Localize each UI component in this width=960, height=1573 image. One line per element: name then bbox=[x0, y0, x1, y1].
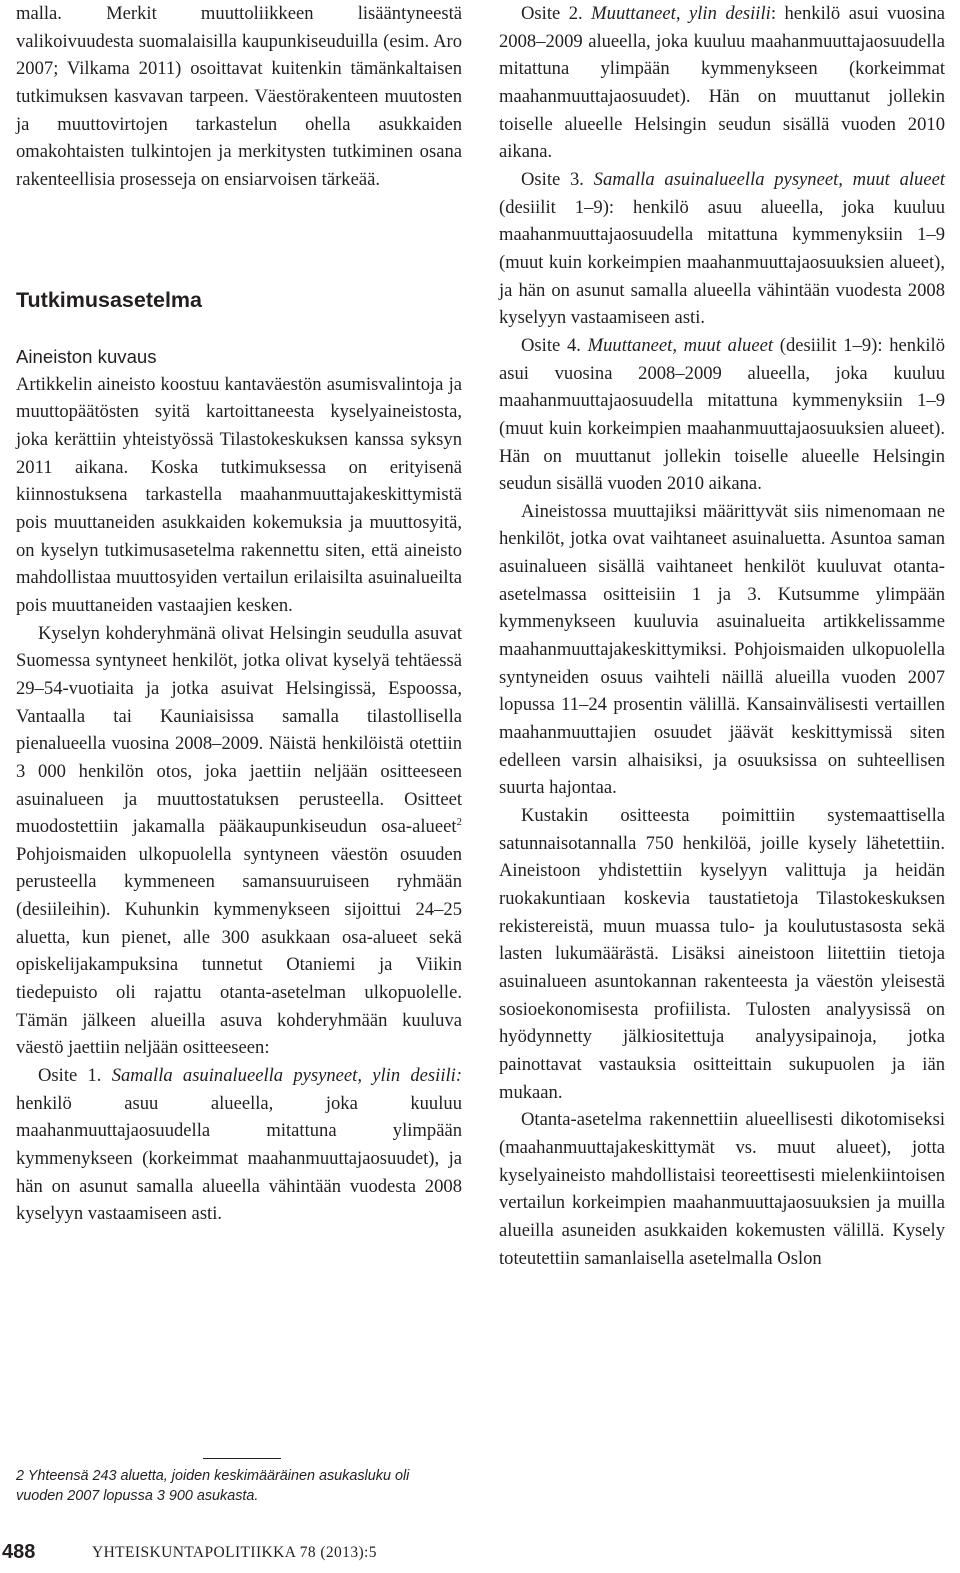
stratum-2-title: Muuttaneet, ylin desiili bbox=[591, 3, 771, 24]
paragraph-target-group bbox=[16, 620, 462, 1063]
stratum-2 bbox=[499, 0, 945, 166]
footnote-divider bbox=[203, 1458, 281, 1459]
stratum-2-label: Osite 2. bbox=[521, 3, 583, 24]
stratum-1-text: henkilö asuu alueella, joka kuuluu maahanmuuttajaosuudella mitattuna ylimpään kymmenykseen (korkeimmat maahanmuuttajaosuudet), ja hän on asunut samalla alueella vähintään vuodesta 2008 kyselyyn vastaamiseen asti. bbox=[16, 1092, 462, 1225]
footnote-reference: 2 bbox=[456, 816, 462, 829]
paragraph-design: Otanta-asetelma rakennettiin alueellisesti dikotomiseksi (maahanmuuttajakeskittymät vs. muut alueet), jotta kyselyaineisto mahdollistaisi teoreettisesti mielenkiintoisen vertailun korkeimpien maahanmuuttajaosuuksien ja muilla alueilla asuneiden asukkaiden kokemusten välillä. Kysely toteutettiin samanlaisella asetelmalla Oslon bbox=[499, 1109, 945, 1269]
stratum-4-title: Muuttaneet, muut alueet bbox=[587, 334, 774, 356]
stratum-3-title: Samalla asuinalueella pysyneet, muut alueet bbox=[593, 168, 945, 190]
paragraph-data-description: Artikkelin aineisto koostuu kantaväestön asumisvalintoja ja muuttopäätösten syitä kartoittaneesta kyselyaineistosta, joka kerättiin yhteistyössä Tilastokeskuksen kanssa syksyn 2011 aikana. Koska tutkimuksessa on erityisenä kiinnostuksena tarkastella maahanmuuttajakeskittymistä pois muuttaneiden asukkaiden kokemuksia ja muuttosyitä, on kyselyn tutkimusasetelma rakennettu siten, että aineisto mahdollistaa muuttosyiden vertailun erilaisilta asuinalueilta pois muuttaneiden vastaajien kesken. bbox=[16, 373, 462, 616]
footnote: 2 Yhteensä 243 aluetta, joiden keskimääräinen asukasluku oli vuoden 2007 lopussa 3 900 asukasta. bbox=[16, 1468, 410, 1504]
stratum-1-label: Osite 1. bbox=[38, 1065, 102, 1087]
intro-paragraph: malla. Merkit muuttoliikkeen lisääntyneestä valikoivuudesta suomalaisilla kaupunkiseuduilla (esim. Aro 2007; Vilkama 2011) osoittavat kuitenkin tämänkaltaisen tutkimuksen kasvavan tarpeen. Väestörakenteen muutosten ja muuttovirtojen tarkastelun ohella asukkaiden omakohtaisten tulkintojen ja merkitysten tutkiminen osana rakenteellisia prosesseja on ensiarvoisen tärkeää. bbox=[16, 3, 462, 190]
stratum-3-label: Osite 3. bbox=[521, 168, 584, 190]
left-column bbox=[16, 0, 462, 194]
left-column-body bbox=[16, 343, 462, 1228]
page-number: 488 bbox=[2, 1541, 36, 1563]
paragraph-movers: Aineistossa muuttajiksi määrittyvät siis nimenomaan ne henkilöt, jotka ovat vaihtaneet asuinaluetta. Asuntoa saman asuinalueen sisällä vaihtaneet henkilöt kuuluvat otanta-asetelmassa ositteisiin 1 ja 3. Kutsumme ylimpään kymmenykseen kuuluvia asuinalueita artikkelissamme maahanmuuttajakeskittymiksi. Pohjoismaiden ulkopuolella syntyneiden osuus vaihteli näillä alueilla vuoden 2007 lopussa 11–24 prosentin välillä. Kansainvälisesti vertaillen maahanmuuttajien osuudet jäävät keskittymissä siten edelleen varsin alhaisiksi, ja osuuksissa on suhteellisen suurta hajontaa. bbox=[499, 500, 945, 799]
journal-name: YHTEISKUNTAPOLITIIKKA 78 (2013):5 bbox=[92, 1544, 377, 1561]
paragraph-target-group-text: Kyselyn kohderyhmänä olivat Helsingin seudulla asuvat Suomessa syntyneet henkilöt, jotka olivat kyselyä tehtäessä 29–54-vuotiaita ja jotka asuivat Helsingissä, Espoossa, Vantaalla tai Kauniaisissa samalla tilastollisella pienalueella vuosina 2008–2009. Näistä henkilöistä otettiin 3 000 henkilön otos, joka jaettiin neljään ositteeseen asuinalueen ja muuttostatuksen perusteella. Ositteet muodostettiin jakamalla pääkaupunkiseudun osa-alueet bbox=[16, 622, 462, 838]
stratum-1 bbox=[16, 1062, 462, 1228]
right-column bbox=[499, 0, 945, 1272]
stratum-3-text: (desiilit 1–9): henkilö asuu alueella, joka kuuluu maahanmuuttajaosuudella mitattuna kymmenyksiin 1–9 (muut kuin korkeimpien maahanmuuttajaosuuksien alueet), ja hän on asunut samalla alueella vähintään vuodesta 2008 kyselyyn vastaamiseen asti. bbox=[499, 196, 945, 329]
paragraph-target-group-cont: Pohjoismaiden ulkopuolella syntyneen väestön osuuden perusteella kymmeneen samansuuruiseen ryhmään (desiileihin). Kuhunkin kymmenykseen sijoittui 24–25 aluetta, kun pienet, alle 300 asukkaan osa-alueet sekä opiskelijakampuksina tunnetut Otaniemi ja Viikin tiedepuisto oli rajattu otanta-asetelman ulkopuolelle. Tämän jälkeen alueilla asuva kohderyhmään kuuluva väestö jaettiin neljään ositteeseen: bbox=[16, 843, 462, 1059]
stratum-4 bbox=[499, 332, 945, 498]
section-heading: Tutkimusasetelma bbox=[16, 288, 203, 312]
page-footer bbox=[0, 1541, 960, 1571]
sub-heading: Aineiston kuvaus bbox=[16, 346, 157, 367]
stratum-2-text: : henkilö asui vuosina 2008–2009 alueella, joka kuuluu maahanmuuttajaosuudella mitattuna ylimpään kymmenykseen (korkeimmat maahanmuuttajaosuudet). Hän on muuttanut jollekin toiselle alueelle Helsingin seudun sisällä vuoden 2010 aikana. bbox=[499, 3, 945, 163]
stratum-3 bbox=[499, 166, 945, 332]
stratum-4-text: (desiilit 1–9): henkilö asui vuosina 2008–2009 alueella, joka kuuluu maahanmuuttajaosuudella mitattuna kymmenyksiin 1–9 (muut kuin korkeimpien maahanmuuttajaosuuksien alueet). Hän on muuttanut jollekin toiselle alueelle Helsingin seudun sisällä vuoden 2010 aikana. bbox=[499, 334, 946, 495]
paragraph-sampling: Kustakin ositteesta poimittiin systemaattisella satunnaisotannalla 750 henkilöä, joille kysely lähetettiin. Aineistoon yhdistettiin kyselyyn valittuja ja heidän ruokakuntiaan koskevia taustatietoja Tilastokeskuksen rekistereistä, muun muassa tulo- ja koulutustasosta sekä lasten lukumäärästä. Lisäksi aineistoon liitettiin tietoja asuinalueen asuntokannan rakenteesta ja väestön yleisestä sosioekonomisesta profiilista. Tulosten analyysissä on hyödynnetty jälkiositettuja analyysipainoja, jotka painottavat vastauksia ositteittain sukupuolen ja iän mukaan. bbox=[499, 805, 945, 1103]
stratum-4-label: Osite 4. bbox=[521, 334, 581, 356]
stratum-1-title: Samalla asuinalueella pysyneet, ylin desiili: bbox=[111, 1065, 463, 1087]
